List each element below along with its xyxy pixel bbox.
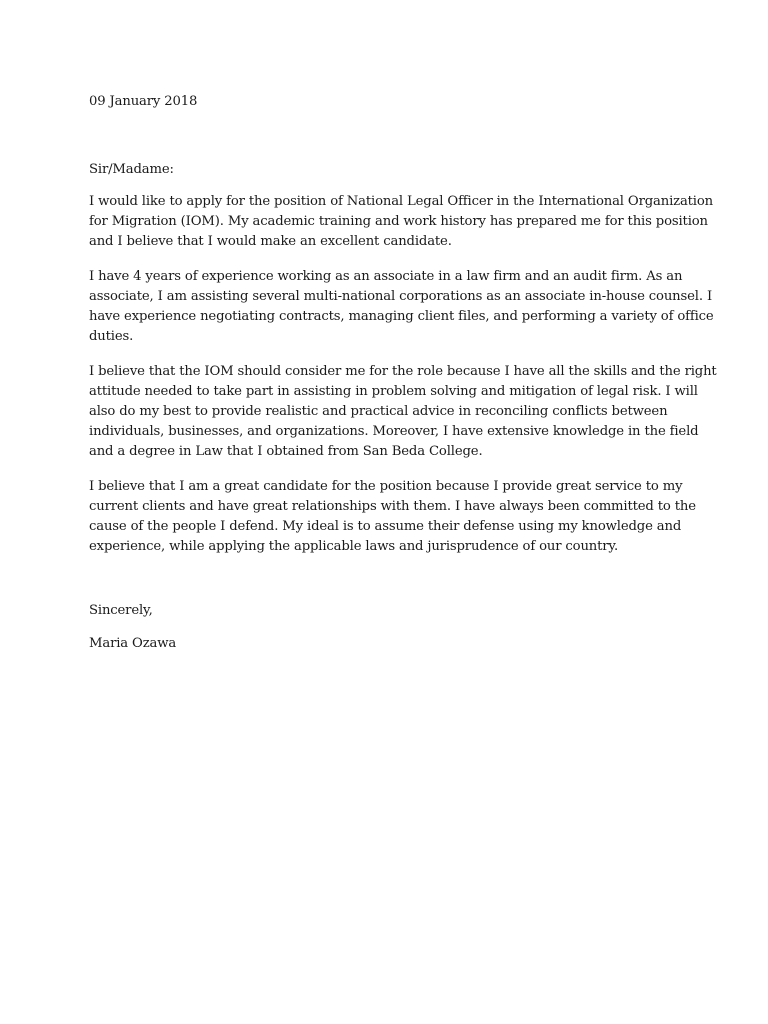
paragraph-line: for Migration (IOM). My academic training and work history has prepared me for this position: [89, 214, 708, 229]
paragraph-line: current clients and have great relationships with them. I have always been committed to the: [89, 499, 696, 514]
letter-signature: Maria Ozawa: [89, 636, 177, 651]
paragraph-line: have experience negotiating contracts, managing client files, and performing a variety of office: [89, 309, 714, 324]
paragraph-line: experience, while applying the applicable laws and jurisprudence of our country.: [89, 539, 619, 554]
paragraph-line: duties.: [89, 329, 134, 344]
paragraph-line: I would like to apply for the position of National Legal Officer in the International Organization: [89, 194, 714, 209]
letter-salutation: Sir/Madame:: [89, 162, 174, 177]
paragraph-line: cause of the people I defend. My ideal is to assume their defense using my knowledge and: [89, 519, 682, 534]
paragraph-application: [89, 192, 714, 252]
paragraph-line: and a degree in Law that I obtained from San Beda College.: [89, 444, 483, 459]
letter-body: [89, 192, 717, 572]
paragraph-line: I believe that I am a great candidate for the position because I provide great service to my: [89, 479, 683, 494]
letter-date: 09 January 2018: [89, 94, 198, 109]
paragraph-line: attitude needed to take part in assisting in problem solving and mitigation of legal risk. I will: [89, 384, 698, 399]
paragraph-line: individuals, businesses, and organizations. Moreover, I have extensive knowledge in the field: [89, 424, 699, 439]
paragraph-line: associate, I am assisting several multi-national corporations as an associate in-house counsel. I: [89, 289, 713, 304]
cover-letter: [89, 92, 717, 651]
paragraph-line: I believe that the IOM should consider me for the role because I have all the skills and the right: [89, 364, 717, 379]
paragraph-qualifications: [89, 362, 717, 462]
paragraph-line: also do my best to provide realistic and practical advice in reconciling conflicts between: [89, 404, 668, 419]
paragraph-line: I have 4 years of experience working as an associate in a law firm and an audit firm. As an: [89, 269, 683, 284]
paragraph-line: and I believe that I would make an excellent candidate.: [89, 234, 452, 249]
letter-closing: Sincerely,: [89, 603, 153, 618]
paragraph-experience: [89, 267, 714, 347]
paragraph-candidacy: [89, 477, 696, 557]
